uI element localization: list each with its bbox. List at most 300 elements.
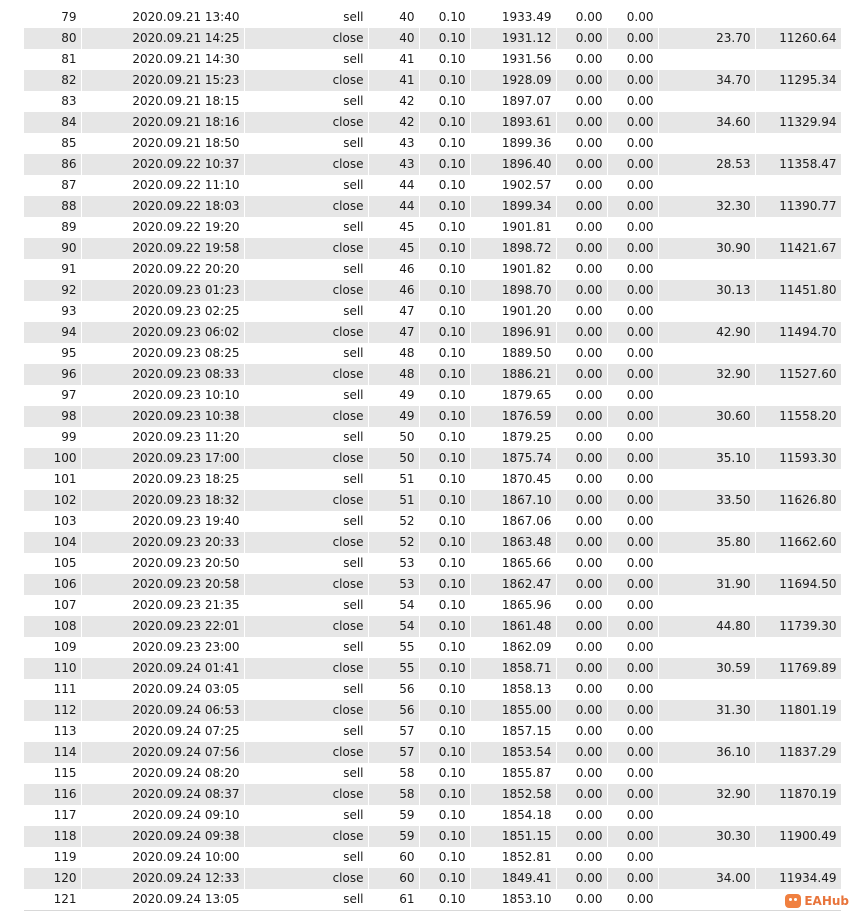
table-row (24, 259, 841, 280)
cell-size: 0.10 (419, 364, 470, 385)
table-row (24, 322, 841, 343)
cell-row-number: 98 (24, 406, 81, 427)
table-row (24, 28, 841, 49)
trade-history-table (24, 7, 842, 910)
cell-tp: 0.00 (607, 763, 658, 784)
cell-size: 0.10 (419, 448, 470, 469)
cell-row-number: 97 (24, 385, 81, 406)
cell-row-number: 117 (24, 805, 81, 826)
cell-balance: 11801.19 (755, 700, 841, 721)
cell-order: 54 (368, 595, 419, 616)
cell-price: 1861.48 (470, 616, 556, 637)
cell-size: 0.10 (419, 406, 470, 427)
cell-sl: 0.00 (556, 385, 607, 406)
cell-time: 2020.09.23 20:33 (81, 532, 244, 553)
cell-sl: 0.00 (556, 280, 607, 301)
cell-price: 1865.96 (470, 595, 556, 616)
cell-time: 2020.09.21 18:50 (81, 133, 244, 154)
cell-balance (755, 91, 841, 112)
cell-size: 0.10 (419, 490, 470, 511)
cell-time: 2020.09.23 01:23 (81, 280, 244, 301)
cell-balance (755, 469, 841, 490)
cell-type: sell (244, 343, 368, 364)
cell-row-number: 111 (24, 679, 81, 700)
cell-row-number: 106 (24, 574, 81, 595)
cell-price: 1870.45 (470, 469, 556, 490)
cell-sl: 0.00 (556, 259, 607, 280)
cell-tp: 0.00 (607, 637, 658, 658)
cell-balance: 11662.60 (755, 532, 841, 553)
cell-size: 0.10 (419, 847, 470, 868)
cell-type: sell (244, 805, 368, 826)
cell-time: 2020.09.22 20:20 (81, 259, 244, 280)
cell-profit: 32.90 (658, 364, 755, 385)
cell-sl: 0.00 (556, 595, 607, 616)
cell-type: close (244, 28, 368, 49)
cell-order: 50 (368, 448, 419, 469)
eahub-logo-icon (785, 894, 801, 908)
cell-tp: 0.00 (607, 595, 658, 616)
table-row (24, 70, 841, 91)
table-row (24, 742, 841, 763)
table-row (24, 175, 841, 196)
cell-row-number: 79 (24, 7, 81, 28)
cell-sl: 0.00 (556, 637, 607, 658)
cell-order: 59 (368, 826, 419, 847)
cell-order: 47 (368, 301, 419, 322)
cell-size: 0.10 (419, 70, 470, 91)
cell-time: 2020.09.24 07:25 (81, 721, 244, 742)
cell-price: 1931.12 (470, 28, 556, 49)
table-row (24, 112, 841, 133)
cell-time: 2020.09.22 19:58 (81, 238, 244, 259)
cell-order: 60 (368, 868, 419, 889)
cell-profit (658, 343, 755, 364)
cell-type: close (244, 448, 368, 469)
cell-order: 56 (368, 679, 419, 700)
cell-profit: 33.50 (658, 490, 755, 511)
cell-type: close (244, 490, 368, 511)
cell-tp: 0.00 (607, 7, 658, 28)
table-row (24, 784, 841, 805)
cell-sl: 0.00 (556, 826, 607, 847)
cell-tp: 0.00 (607, 532, 658, 553)
cell-sl: 0.00 (556, 322, 607, 343)
cell-price: 1898.70 (470, 280, 556, 301)
cell-price: 1855.87 (470, 763, 556, 784)
cell-order: 40 (368, 7, 419, 28)
cell-price: 1852.58 (470, 784, 556, 805)
cell-type: close (244, 574, 368, 595)
cell-profit (658, 595, 755, 616)
cell-order: 56 (368, 700, 419, 721)
cell-time: 2020.09.22 10:37 (81, 154, 244, 175)
cell-sl: 0.00 (556, 133, 607, 154)
cell-price: 1858.13 (470, 679, 556, 700)
cell-row-number: 94 (24, 322, 81, 343)
cell-sl: 0.00 (556, 679, 607, 700)
cell-type: sell (244, 133, 368, 154)
cell-price: 1867.10 (470, 490, 556, 511)
cell-time: 2020.09.23 10:10 (81, 385, 244, 406)
cell-order: 60 (368, 847, 419, 868)
cell-tp: 0.00 (607, 217, 658, 238)
cell-balance (755, 427, 841, 448)
cell-size: 0.10 (419, 679, 470, 700)
cell-tp: 0.00 (607, 70, 658, 91)
cell-row-number: 110 (24, 658, 81, 679)
cell-row-number: 105 (24, 553, 81, 574)
cell-sl: 0.00 (556, 574, 607, 595)
cell-price: 1931.56 (470, 49, 556, 70)
cell-row-number: 88 (24, 196, 81, 217)
cell-order: 47 (368, 322, 419, 343)
cell-time: 2020.09.22 11:10 (81, 175, 244, 196)
cell-profit: 34.70 (658, 70, 755, 91)
cell-sl: 0.00 (556, 70, 607, 91)
cell-row-number: 89 (24, 217, 81, 238)
cell-price: 1899.34 (470, 196, 556, 217)
cell-sl: 0.00 (556, 301, 607, 322)
cell-order: 46 (368, 280, 419, 301)
cell-profit: 31.90 (658, 574, 755, 595)
cell-size: 0.10 (419, 91, 470, 112)
table-row (24, 91, 841, 112)
cell-order: 49 (368, 406, 419, 427)
cell-sl: 0.00 (556, 889, 607, 910)
cell-tp: 0.00 (607, 322, 658, 343)
cell-price: 1852.81 (470, 847, 556, 868)
cell-tp: 0.00 (607, 469, 658, 490)
cell-price: 1901.20 (470, 301, 556, 322)
cell-balance: 11870.19 (755, 784, 841, 805)
table-row (24, 889, 841, 910)
cell-time: 2020.09.24 12:33 (81, 868, 244, 889)
cell-sl: 0.00 (556, 469, 607, 490)
cell-row-number: 119 (24, 847, 81, 868)
cell-sl: 0.00 (556, 742, 607, 763)
cell-tp: 0.00 (607, 28, 658, 49)
table-row (24, 553, 841, 574)
cell-profit (658, 637, 755, 658)
cell-profit: 31.30 (658, 700, 755, 721)
cell-price: 1899.36 (470, 133, 556, 154)
cell-time: 2020.09.21 14:25 (81, 28, 244, 49)
cell-row-number: 118 (24, 826, 81, 847)
cell-row-number: 99 (24, 427, 81, 448)
cell-sl: 0.00 (556, 616, 607, 637)
cell-price: 1863.48 (470, 532, 556, 553)
table-row (24, 826, 841, 847)
cell-tp: 0.00 (607, 679, 658, 700)
cell-sl: 0.00 (556, 448, 607, 469)
cell-price: 1902.57 (470, 175, 556, 196)
cell-price: 1857.15 (470, 721, 556, 742)
cell-size: 0.10 (419, 238, 470, 259)
table-row (24, 154, 841, 175)
cell-sl: 0.00 (556, 217, 607, 238)
cell-balance: 11558.20 (755, 406, 841, 427)
cell-row-number: 115 (24, 763, 81, 784)
cell-tp: 0.00 (607, 553, 658, 574)
table-row (24, 196, 841, 217)
cell-row-number: 84 (24, 112, 81, 133)
cell-balance (755, 343, 841, 364)
table-row (24, 658, 841, 679)
cell-tp: 0.00 (607, 364, 658, 385)
cell-sl: 0.00 (556, 658, 607, 679)
cell-tp: 0.00 (607, 511, 658, 532)
cell-order: 42 (368, 112, 419, 133)
cell-price: 1898.72 (470, 238, 556, 259)
cell-price: 1901.82 (470, 259, 556, 280)
cell-row-number: 85 (24, 133, 81, 154)
cell-size: 0.10 (419, 280, 470, 301)
cell-tp: 0.00 (607, 805, 658, 826)
cell-price: 1849.41 (470, 868, 556, 889)
cell-profit: 32.30 (658, 196, 755, 217)
cell-size: 0.10 (419, 343, 470, 364)
cell-profit: 30.90 (658, 238, 755, 259)
cell-type: close (244, 868, 368, 889)
cell-time: 2020.09.23 19:40 (81, 511, 244, 532)
cell-tp: 0.00 (607, 658, 658, 679)
cell-row-number: 90 (24, 238, 81, 259)
cell-type: sell (244, 7, 368, 28)
cell-balance (755, 637, 841, 658)
cell-type: close (244, 616, 368, 637)
cell-type: sell (244, 469, 368, 490)
cell-order: 46 (368, 259, 419, 280)
cell-time: 2020.09.22 18:03 (81, 196, 244, 217)
cell-price: 1862.47 (470, 574, 556, 595)
cell-price: 1901.81 (470, 217, 556, 238)
cell-tp: 0.00 (607, 826, 658, 847)
cell-type: sell (244, 553, 368, 574)
cell-row-number: 80 (24, 28, 81, 49)
cell-size: 0.10 (419, 259, 470, 280)
table-bottom-border (24, 910, 841, 911)
cell-price: 1865.66 (470, 553, 556, 574)
cell-sl: 0.00 (556, 154, 607, 175)
cell-price: 1886.21 (470, 364, 556, 385)
cell-sl: 0.00 (556, 49, 607, 70)
cell-tp: 0.00 (607, 784, 658, 805)
cell-type: close (244, 784, 368, 805)
cell-time: 2020.09.24 10:00 (81, 847, 244, 868)
cell-row-number: 82 (24, 70, 81, 91)
cell-time: 2020.09.23 21:35 (81, 595, 244, 616)
cell-tp: 0.00 (607, 133, 658, 154)
cell-profit: 30.60 (658, 406, 755, 427)
cell-size: 0.10 (419, 826, 470, 847)
cell-row-number: 92 (24, 280, 81, 301)
cell-row-number: 86 (24, 154, 81, 175)
cell-row-number: 113 (24, 721, 81, 742)
cell-sl: 0.00 (556, 91, 607, 112)
cell-type: close (244, 742, 368, 763)
cell-order: 51 (368, 490, 419, 511)
cell-type: close (244, 238, 368, 259)
cell-time: 2020.09.21 18:15 (81, 91, 244, 112)
cell-time: 2020.09.21 15:23 (81, 70, 244, 91)
cell-size: 0.10 (419, 196, 470, 217)
cell-size: 0.10 (419, 112, 470, 133)
cell-row-number: 116 (24, 784, 81, 805)
cell-row-number: 107 (24, 595, 81, 616)
cell-balance: 11593.30 (755, 448, 841, 469)
cell-tp: 0.00 (607, 154, 658, 175)
cell-profit (658, 889, 755, 910)
cell-profit: 30.59 (658, 658, 755, 679)
cell-time: 2020.09.24 01:41 (81, 658, 244, 679)
cell-row-number: 102 (24, 490, 81, 511)
cell-profit (658, 427, 755, 448)
cell-size: 0.10 (419, 700, 470, 721)
cell-size: 0.10 (419, 217, 470, 238)
cell-balance (755, 721, 841, 742)
cell-size: 0.10 (419, 28, 470, 49)
cell-size: 0.10 (419, 385, 470, 406)
cell-row-number: 96 (24, 364, 81, 385)
cell-balance (755, 763, 841, 784)
cell-sl: 0.00 (556, 532, 607, 553)
cell-row-number: 101 (24, 469, 81, 490)
cell-time: 2020.09.21 13:40 (81, 7, 244, 28)
cell-type: sell (244, 637, 368, 658)
cell-sl: 0.00 (556, 553, 607, 574)
cell-balance: 11494.70 (755, 322, 841, 343)
cell-tp: 0.00 (607, 49, 658, 70)
cell-type: sell (244, 175, 368, 196)
cell-size: 0.10 (419, 469, 470, 490)
cell-row-number: 120 (24, 868, 81, 889)
table-row (24, 343, 841, 364)
cell-order: 61 (368, 889, 419, 910)
cell-price: 1896.91 (470, 322, 556, 343)
cell-tp: 0.00 (607, 616, 658, 637)
cell-tp: 0.00 (607, 112, 658, 133)
cell-order: 42 (368, 91, 419, 112)
cell-tp: 0.00 (607, 280, 658, 301)
cell-time: 2020.09.24 09:10 (81, 805, 244, 826)
cell-type: sell (244, 679, 368, 700)
cell-price: 1854.18 (470, 805, 556, 826)
table-row (24, 280, 841, 301)
cell-sl: 0.00 (556, 490, 607, 511)
cell-order: 50 (368, 427, 419, 448)
cell-order: 52 (368, 532, 419, 553)
cell-size: 0.10 (419, 784, 470, 805)
cell-price: 1858.71 (470, 658, 556, 679)
table-row (24, 301, 841, 322)
cell-profit: 36.10 (658, 742, 755, 763)
cell-profit: 34.00 (658, 868, 755, 889)
cell-balance: 11390.77 (755, 196, 841, 217)
cell-size: 0.10 (419, 532, 470, 553)
cell-profit (658, 175, 755, 196)
cell-order: 44 (368, 175, 419, 196)
cell-size: 0.10 (419, 721, 470, 742)
cell-sl: 0.00 (556, 511, 607, 532)
cell-tp: 0.00 (607, 175, 658, 196)
cell-order: 55 (368, 637, 419, 658)
cell-profit: 34.60 (658, 112, 755, 133)
cell-profit: 32.90 (658, 784, 755, 805)
cell-balance (755, 805, 841, 826)
cell-size: 0.10 (419, 658, 470, 679)
cell-time: 2020.09.23 18:25 (81, 469, 244, 490)
cell-type: sell (244, 595, 368, 616)
cell-price: 1862.09 (470, 637, 556, 658)
cell-profit (658, 49, 755, 70)
cell-row-number: 109 (24, 637, 81, 658)
table-row (24, 490, 841, 511)
cell-profit: 44.80 (658, 616, 755, 637)
cell-row-number: 114 (24, 742, 81, 763)
eahub-watermark (785, 894, 849, 908)
cell-row-number: 112 (24, 700, 81, 721)
cell-tp: 0.00 (607, 889, 658, 910)
cell-row-number: 83 (24, 91, 81, 112)
cell-size: 0.10 (419, 133, 470, 154)
cell-order: 57 (368, 721, 419, 742)
cell-type: close (244, 364, 368, 385)
cell-tp: 0.00 (607, 847, 658, 868)
cell-balance (755, 511, 841, 532)
cell-type: sell (244, 889, 368, 910)
cell-row-number: 121 (24, 889, 81, 910)
cell-profit (658, 847, 755, 868)
cell-sl: 0.00 (556, 343, 607, 364)
cell-size: 0.10 (419, 427, 470, 448)
cell-sl: 0.00 (556, 721, 607, 742)
cell-price: 1855.00 (470, 700, 556, 721)
cell-tp: 0.00 (607, 868, 658, 889)
table-row (24, 364, 841, 385)
cell-balance (755, 259, 841, 280)
cell-sl: 0.00 (556, 763, 607, 784)
cell-order: 53 (368, 574, 419, 595)
cell-size: 0.10 (419, 763, 470, 784)
cell-order: 55 (368, 658, 419, 679)
cell-balance (755, 49, 841, 70)
cell-type: sell (244, 847, 368, 868)
cell-sl: 0.00 (556, 238, 607, 259)
cell-balance: 11769.89 (755, 658, 841, 679)
cell-type: close (244, 406, 368, 427)
table-row (24, 427, 841, 448)
table-row (24, 238, 841, 259)
cell-row-number: 104 (24, 532, 81, 553)
cell-type: sell (244, 49, 368, 70)
cell-tp: 0.00 (607, 91, 658, 112)
cell-type: sell (244, 385, 368, 406)
cell-time: 2020.09.23 06:02 (81, 322, 244, 343)
cell-sl: 0.00 (556, 28, 607, 49)
cell-time: 2020.09.24 09:38 (81, 826, 244, 847)
cell-time: 2020.09.23 18:32 (81, 490, 244, 511)
table-row (24, 847, 841, 868)
cell-price: 1896.40 (470, 154, 556, 175)
cell-profit (658, 91, 755, 112)
cell-time: 2020.09.21 18:16 (81, 112, 244, 133)
cell-sl: 0.00 (556, 868, 607, 889)
cell-sl: 0.00 (556, 427, 607, 448)
cell-balance (755, 553, 841, 574)
table-row (24, 637, 841, 658)
table-row (24, 721, 841, 742)
